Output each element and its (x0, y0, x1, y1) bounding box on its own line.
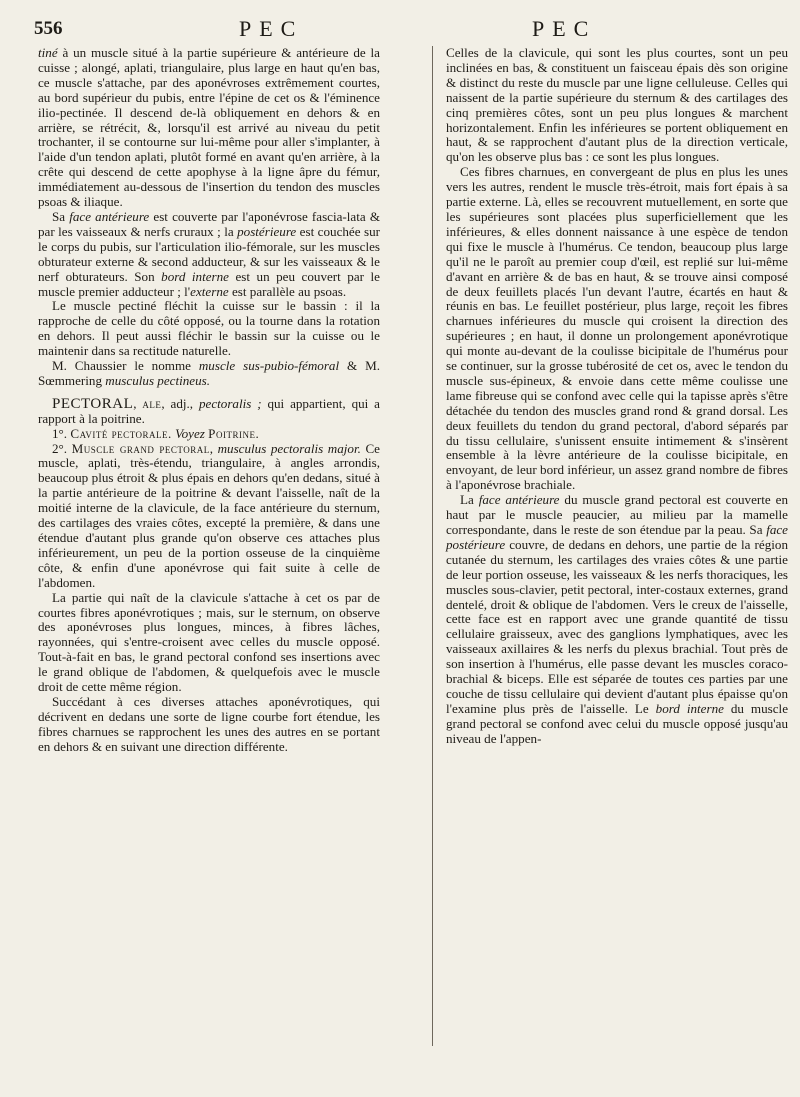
small-caps-text: Muscle grand pectoral (71, 440, 210, 456)
body-text: est couverte par l'aponévrose fascia-lata & par les vaisseaux & nerfs cruraux ; la (38, 208, 381, 239)
running-head-right: PEC (532, 16, 597, 41)
left-column (38, 46, 380, 755)
right-column (446, 46, 788, 747)
headword: PECTORAL (52, 395, 134, 412)
italic-text: face antérieure (69, 208, 150, 224)
body-text: & M. Sœmmering (38, 358, 380, 388)
column-divider (432, 46, 433, 1046)
body-text: Ce muscle, aplati, très-étendu, triangulaire, à angles arrondis, beaucoup plus étroit & plus épais en dehors qu'en dedans, situé à la partie antérieure de la poitrine & devant l'aisselle, naît de la moitié interne de la clavicule, de la face antérieure du sternum, des cartilages des vraies côtes, excepté la première, & dans une étendue d'autant plus grande qu'on observe ces attaches plus inférieurement, un peu de la portion osseuse de la cinquième côte, & enfin d'une aponévrose qui fait suite à celle de l'abdomen. (38, 440, 380, 590)
paragraph (38, 46, 380, 210)
italic-text: bord interne (655, 700, 724, 716)
italic-text: bord interne (161, 268, 229, 284)
body-text: à un muscle situé à la partie supérieure & antérieure de la cuisse ; alongé, aplati, triangulaire, plus large en haut qu'en bas, ce muscle s'attache, par des aponévroses extrêmement courtes, au bord supérieur du pubis, entre l'épine de cet os & l'éminence ilio-pectinée. Il descend de-là obliquement en dehors & en arrière, se rétrécit, &, lorsqu'il est arrivé au niveau du petit trochanter, il se contourne sur lui-même pour aller s'implanter, à l'aide d'un tendon aplati, plutôt formé en avant qu'en arrière, à la crête qui descend de cette apophyse à la ligne âpre du fémur, immédiatement au-dessous de l'insertion du tendon des muscles psoas & iliaque. (38, 45, 380, 210)
body-text: M. Chaussier le nomme (52, 358, 199, 374)
paragraph: Celles de la clavicule, qui sont les plus courtes, sont un peu inclinées en bas, & constituent un faisceau épais dès son origine & distinct du reste du muscle par une ligne celluleuse. Celles qui naissent de la partie supérieure du sternum & des cartilages des cinq premières côtes, sont un peu plus longues & marchent horizontalement. Enfin les inférieures se portent obliquement en haut, & se rapprochent d'autant plus de la direction verticale, qu'on les observe plus bas : ce sont les plus longues. (446, 45, 788, 165)
paragraph (38, 427, 380, 442)
body-text: est parallèle au psoas. (228, 283, 347, 299)
paragraph (38, 359, 380, 389)
body-text: 1°. (52, 425, 71, 441)
paragraph (38, 210, 380, 299)
paragraph: Succédant à ces diverses attaches aponévrotiques, qui décrivent en dedans une sorte de ligne courbe fort étendue, les fibres charnues se rapprochent les unes des autres en se portant en dehors & en suivant une direction différente. (38, 693, 380, 754)
running-head-left: PEC (239, 16, 304, 41)
cross-reference: Voyez (175, 425, 205, 441)
body-text: couvre, de dedans en dehors, une partie de la région cutanée du sternum, les cartilages des vraies côtes & une partie de leur portion osseuse, les vaisseaux & les nerfs thoraciques, les muscles sous-clavier, petit pectoral, inter-costaux externes, grand dentelé, droit & oblique de l'abdomen. Vers le creux de l'aisselle, cette face est en rapport avec une grande quantité de tissu cellulaire graisseux, avec des ganglions lymphatiques, avec les vaisseaux axillaires & les nerfs du plexus brachial. Tout près de son insertion à l'humérus, elle passe devant les muscles coraco-brachial & biceps. Elle est séparée de toutes ces parties par une couche de tissu cellulaire qui devient d'autant plus épaisse qu'on l'examine plus près de l'aisselle. Le (446, 536, 788, 716)
italic-text: musculus pectoralis major. (217, 440, 361, 456)
body-text: , (133, 395, 143, 411)
body-text: du muscle grand pectoral se confond avec celui du muscle opposé jusqu'au niveau de l'appen- (446, 700, 789, 746)
paragraph: Le muscle pectiné fléchit la cuisse sur le bassin : il la rapproche de celle du côté opposé, ou la tourne dans la rotation en dehors. Il peut aussi fléchir le bassin sur la cuisse ou le maintenir dans sa rectitude naturelle. (38, 298, 380, 359)
paragraph (446, 493, 788, 746)
paragraph: Ces fibres charnues, en convergeant de plus en plus les unes vers les autres, rendent le muscle très-étroit, mais fort épais à sa partie externe. Là, elles se recouvrent mutuellement, en sorte que les supérieures sont placées plus superficiellement que les inférieures, & elles donnent naissance à une espèce de tendon qui fixe le muscle à l'humérus. Ce tendon, beaucoup plus large qu'il ne le paroît au premier coup d'œil, est replié sur lui-même d'avant en arrière & de bas en haut, & se trouve ainsi composé de deux feuillets placés l'un devant l'autre, écartés en haut & réunis en bas. Le feuillet postérieur, plus large, reçoit les fibres charnues inférieures du muscle qui croisent la direction des supérieures ; en haut, il donne un prolongement aponévrotique qui monte au-devant de la coulisse bicipitale de l'humérus pour se continuer, sur la grosse tubérosité de cet os, avec le tendon du muscle sus-épineux, & envoie dans cette même coulisse une lame fibreuse qui se confond avec celle qui la tapisse après s'être détachée du tendon des muscles grand rond & grand dorsal. Les deux feuillets du tendon du grand pectoral, d'abord séparés par du tissu cellulaire, s'unissent ensuite intimement & s'insèrent ensemble à la lèvre antérieure de la coulisse bicipitale, en envoyant, de leur bord inférieur, un assez grand nombre de fibres à l'aponévrose brachiale. (446, 164, 788, 493)
body-text: 2°. (52, 440, 72, 456)
small-caps-text: Poitrine. (208, 425, 260, 441)
italic-text: tiné (38, 45, 58, 60)
page-number: 556 (34, 18, 63, 39)
body-text: du muscle grand pectoral est couverte en haut par le muscle peaucier, au milieu par la mamelle correspondante, dans le reste de son étendue par la peau. Sa (446, 492, 788, 537)
dictionary-entry (38, 397, 380, 427)
italic-text: muscle sus-pubio-fémoral (198, 358, 340, 374)
small-caps-text: ale (142, 395, 162, 411)
italic-text: face antérieure (478, 492, 560, 508)
running-header (34, 14, 780, 44)
italic-text: postérieure (237, 223, 297, 239)
italic-text: externe (190, 283, 229, 299)
italic-text: musculus pectineus. (105, 372, 211, 388)
body-text: est couchée sur le corps du pubis, sur l'articulation ilio-fémorale, sur les muscles obturateur externe & second adducteur, & sur les vaisseaux & le nerf obturateurs. Son (38, 223, 380, 284)
small-caps-text: Cavité pectorale. (70, 425, 172, 441)
body-text: qui appartient, qui a rapport à la poitrine. (38, 395, 380, 426)
paragraph (38, 442, 380, 591)
body-text: , adj., (161, 395, 199, 411)
body-text: La (460, 492, 479, 508)
body-text: , (209, 440, 218, 456)
body-text: Sa (52, 208, 70, 224)
italic-text: face postérieure (446, 522, 788, 552)
italic-text: pectoralis ; (198, 395, 262, 411)
paragraph: La partie qui naît de la clavicule s'attache à cet os par de courtes fibres aponévrotiques ; mais, sur le sternum, on observe des aponévroses plus longues, minces, à fibres lâches, rayonnées, qui s'entre-croisent avec celles du muscle opposé. Tout-à-fait en bas, le grand pectoral confond ses insertions avec le grand oblique de l'abdomen, & quelquefois avec le muscle droit de cette même région. (38, 589, 380, 695)
body-text: est un peu couvert par le muscle premier adducteur ; l' (38, 268, 380, 299)
